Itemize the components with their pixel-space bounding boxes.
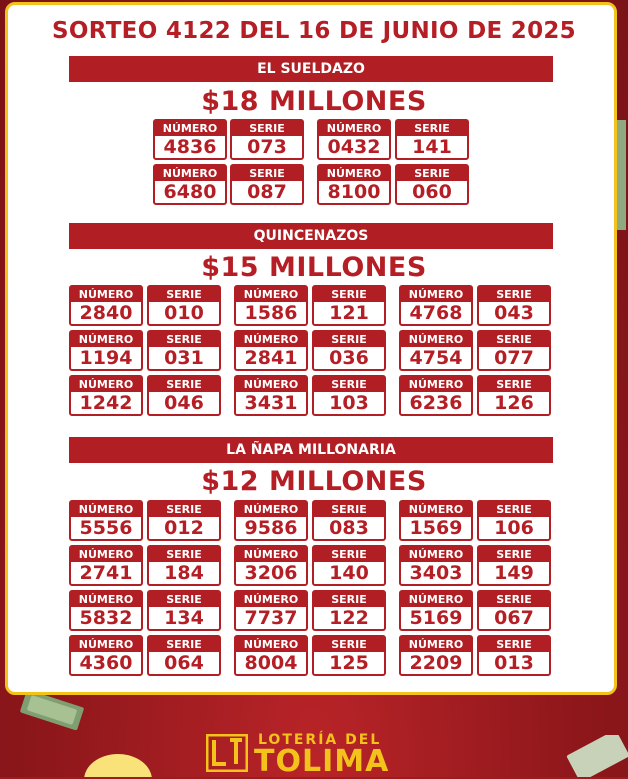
number-cell	[234, 590, 308, 631]
number-cell	[153, 119, 227, 160]
prize-amount: $18 MILLONES	[201, 86, 427, 117]
winning-series: 149	[494, 562, 534, 584]
number-cell	[399, 635, 473, 676]
number-label: NÚMERO	[401, 592, 471, 607]
series-label: SERIE	[314, 502, 384, 517]
number-label: NÚMERO	[236, 502, 306, 517]
winning-number: 1242	[79, 392, 133, 414]
winning-series: 013	[494, 652, 534, 674]
number-label: NÚMERO	[236, 592, 306, 607]
number-cell	[69, 285, 143, 326]
series-cell	[395, 119, 469, 160]
series-cell	[230, 119, 304, 160]
series-label: SERIE	[479, 502, 549, 517]
number-cell	[69, 330, 143, 371]
series-label: SERIE	[314, 287, 384, 302]
series-label: SERIE	[397, 166, 467, 181]
section-header: LA ÑAPA MILLONARIA	[69, 437, 553, 463]
winning-series: 126	[494, 392, 534, 414]
winning-series: 121	[329, 302, 369, 324]
series-cell	[477, 635, 551, 676]
number-label: NÚMERO	[236, 332, 306, 347]
number-label: NÚMERO	[236, 637, 306, 652]
series-cell	[477, 330, 551, 371]
winning-number: 6480	[163, 181, 217, 203]
series-cell	[477, 545, 551, 586]
winning-number: 7737	[244, 607, 298, 629]
number-cell	[399, 590, 473, 631]
series-cell	[147, 545, 221, 586]
winning-series: 073	[247, 136, 287, 158]
draw-title: SORTEO 4122 DEL 16 DE JUNIO DE 2025	[52, 18, 576, 44]
winning-number: 1194	[79, 347, 133, 369]
number-cell	[69, 545, 143, 586]
winning-series: 125	[329, 652, 369, 674]
winning-number: 4754	[409, 347, 463, 369]
winning-number: 1569	[409, 517, 463, 539]
number-label: NÚMERO	[401, 377, 471, 392]
number-label: NÚMERO	[236, 547, 306, 562]
prize-amount: $15 MILLONES	[201, 252, 427, 283]
number-cell	[399, 545, 473, 586]
series-label: SERIE	[479, 287, 549, 302]
winning-number: 4768	[409, 302, 463, 324]
series-label: SERIE	[479, 332, 549, 347]
series-label: SERIE	[149, 287, 219, 302]
series-label: SERIE	[314, 332, 384, 347]
number-label: NÚMERO	[71, 502, 141, 517]
number-cell	[153, 164, 227, 205]
series-cell	[147, 500, 221, 541]
winning-number: 6236	[409, 392, 463, 414]
number-label: NÚMERO	[319, 166, 389, 181]
series-cell	[312, 545, 386, 586]
series-label: SERIE	[149, 502, 219, 517]
winning-series: 087	[247, 181, 287, 203]
number-label: NÚMERO	[401, 637, 471, 652]
winning-number: 4360	[79, 652, 133, 674]
number-cell	[69, 500, 143, 541]
series-cell	[312, 500, 386, 541]
number-cell	[399, 375, 473, 416]
winning-number: 4836	[163, 136, 217, 158]
winning-number: 3206	[244, 562, 298, 584]
winning-number: 3431	[244, 392, 298, 414]
series-cell	[312, 330, 386, 371]
series-cell	[312, 285, 386, 326]
number-cell	[317, 164, 391, 205]
winning-series: 077	[494, 347, 534, 369]
number-cell	[399, 285, 473, 326]
number-label: NÚMERO	[401, 287, 471, 302]
series-label: SERIE	[479, 637, 549, 652]
number-cell	[234, 545, 308, 586]
banknote-decoration-right-bottom	[560, 735, 628, 777]
number-label: NÚMERO	[71, 592, 141, 607]
series-label: SERIE	[314, 592, 384, 607]
winning-series: 140	[329, 562, 369, 584]
number-cell	[234, 285, 308, 326]
series-cell	[312, 590, 386, 631]
winning-series: 046	[164, 392, 204, 414]
series-cell	[147, 635, 221, 676]
winning-number: 2741	[79, 562, 133, 584]
winning-number: 9586	[244, 517, 298, 539]
number-cell	[317, 119, 391, 160]
winning-series: 036	[329, 347, 369, 369]
series-label: SERIE	[149, 592, 219, 607]
number-cell	[234, 500, 308, 541]
series-label: SERIE	[479, 592, 549, 607]
number-label: NÚMERO	[236, 377, 306, 392]
number-cell	[69, 590, 143, 631]
series-label: SERIE	[397, 121, 467, 136]
banknote-decoration-left	[18, 690, 88, 730]
series-label: SERIE	[479, 547, 549, 562]
number-label: NÚMERO	[319, 121, 389, 136]
winning-series: 134	[164, 607, 204, 629]
winning-series: 060	[412, 181, 452, 203]
series-cell	[147, 285, 221, 326]
series-label: SERIE	[149, 332, 219, 347]
series-cell	[395, 164, 469, 205]
number-label: NÚMERO	[155, 121, 225, 136]
series-cell	[312, 375, 386, 416]
section-header: QUINCENAZOS	[69, 223, 553, 249]
winning-number: 5169	[409, 607, 463, 629]
winning-series: 067	[494, 607, 534, 629]
winning-number: 5832	[79, 607, 133, 629]
series-label: SERIE	[479, 377, 549, 392]
winning-series: 122	[329, 607, 369, 629]
winning-series: 184	[164, 562, 204, 584]
number-cell	[399, 500, 473, 541]
winning-number: 1586	[244, 302, 298, 324]
series-label: SERIE	[149, 637, 219, 652]
section-header: EL SUELDAZO	[69, 56, 553, 82]
series-label: SERIE	[314, 377, 384, 392]
number-cell	[234, 635, 308, 676]
winning-series: 106	[494, 517, 534, 539]
number-label: NÚMERO	[155, 166, 225, 181]
number-label: NÚMERO	[71, 377, 141, 392]
logo-text-top: LOTERÍA DEL	[258, 732, 382, 748]
series-label: SERIE	[232, 166, 302, 181]
series-cell	[147, 375, 221, 416]
series-cell	[477, 375, 551, 416]
prize-amount: $12 MILLONES	[201, 466, 427, 497]
winning-number: 5556	[79, 517, 133, 539]
series-cell	[230, 164, 304, 205]
number-label: NÚMERO	[236, 287, 306, 302]
glow-decoration	[78, 748, 158, 777]
number-label: NÚMERO	[71, 332, 141, 347]
series-label: SERIE	[232, 121, 302, 136]
winning-number: 0432	[327, 136, 381, 158]
number-label: NÚMERO	[71, 287, 141, 302]
winning-number: 2840	[79, 302, 133, 324]
winning-series: 010	[164, 302, 204, 324]
number-label: NÚMERO	[401, 547, 471, 562]
winning-number: 3403	[409, 562, 463, 584]
winning-series: 043	[494, 302, 534, 324]
winning-series: 031	[164, 347, 204, 369]
series-label: SERIE	[314, 637, 384, 652]
number-cell	[234, 330, 308, 371]
winning-number: 2841	[244, 347, 298, 369]
series-label: SERIE	[149, 377, 219, 392]
number-cell	[69, 635, 143, 676]
number-label: NÚMERO	[71, 547, 141, 562]
series-cell	[477, 285, 551, 326]
logo-text-main: TOLIMA	[254, 744, 390, 779]
number-cell	[234, 375, 308, 416]
number-cell	[399, 330, 473, 371]
winning-number: 8100	[327, 181, 381, 203]
winning-series: 103	[329, 392, 369, 414]
winning-number: 8004	[244, 652, 298, 674]
series-cell	[147, 590, 221, 631]
winning-number: 2209	[409, 652, 463, 674]
series-cell	[147, 330, 221, 371]
winning-series: 141	[412, 136, 452, 158]
loteria-logo-icon	[206, 734, 248, 772]
series-cell	[477, 590, 551, 631]
number-label: NÚMERO	[401, 332, 471, 347]
winning-series: 012	[164, 517, 204, 539]
series-label: SERIE	[149, 547, 219, 562]
series-label: SERIE	[314, 547, 384, 562]
series-cell	[477, 500, 551, 541]
number-cell	[69, 375, 143, 416]
series-cell	[312, 635, 386, 676]
winning-series: 064	[164, 652, 204, 674]
number-label: NÚMERO	[71, 637, 141, 652]
winning-series: 083	[329, 517, 369, 539]
number-label: NÚMERO	[401, 502, 471, 517]
